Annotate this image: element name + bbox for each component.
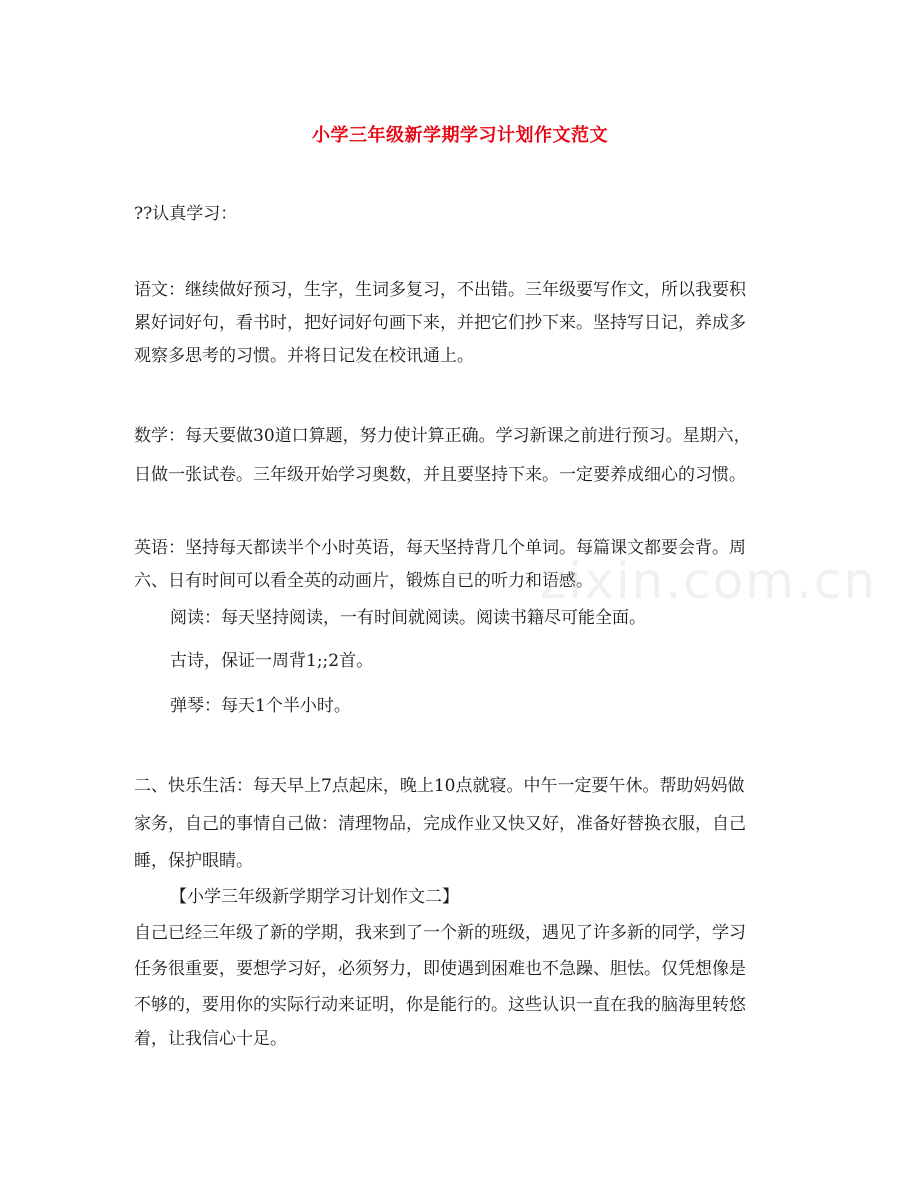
paragraph-line: 六、日有时间可以看全英的动画片，锻炼自已的听力和语感。	[134, 571, 593, 591]
section-heading-study: ??认真学习：	[134, 204, 238, 224]
page-title: 小学三年级新学期学习计划作文范文	[312, 125, 608, 146]
paragraph-line: 观察多思考的习惯。并将日记发在校讯通上。	[134, 346, 474, 366]
paragraph-line: 累好词好句，看书时，把好词好句画下来，并把它们抄下来。坚持写日记，养成多	[134, 313, 746, 333]
paragraph-line: 睡，保护眼睛。	[134, 851, 253, 871]
paragraph-line: 日做一张试卷。三年级开始学习奥数，并且要坚持下来。一定要养成细心的习惯。	[134, 465, 746, 485]
piano-line: 弹琴：每天1个半小时。	[170, 696, 351, 716]
paragraph-line: 家务，自己的事情自己做：清理物品，完成作业又快又好，准备好替换衣服，自己	[134, 814, 746, 834]
paragraph-line: 任务很重要，要想学习好，必须努力，即使遇到困难也不急躁、胆怯。仅凭想像是	[134, 959, 746, 979]
paragraph-line: 英语：坚持每天都读半个小时英语，每天坚持背几个单词。每篇课文都要会背。周	[134, 538, 746, 558]
watermark: zixin.com.cn	[540, 552, 878, 610]
paragraph-line: 不够的，要用你的实际行动来证明，你是能行的。这些认识一直在我的脑海里转悠	[134, 995, 746, 1015]
paragraph-line: 自己已经三年级了新的学期，我来到了一个新的班级，遇见了许多新的同学，学习	[134, 923, 746, 943]
paragraph-line: 数学：每天要做30道口算题，努力使计算正确。学习新课之前进行预习。星期六，	[134, 426, 751, 446]
essay2-heading: 【小学三年级新学期学习计划作文二】	[170, 887, 459, 907]
paragraph-line: 语文：继续做好预习，生字，生词多复习，不出错。三年级要写作文，所以我要积	[134, 280, 746, 300]
poetry-line: 古诗，保证一周背1;;2首。	[170, 651, 374, 671]
paragraph-line: 着，让我信心十足。	[134, 1029, 287, 1049]
paragraph-line: 二、快乐生活：每天早上7点起床，晚上10点就寝。中午一定要午休。帮助妈妈做	[134, 776, 745, 796]
reading-line: 阅读：每天坚持阅读，一有时间就阅读。阅读书籍尽可能全面。	[170, 608, 646, 628]
